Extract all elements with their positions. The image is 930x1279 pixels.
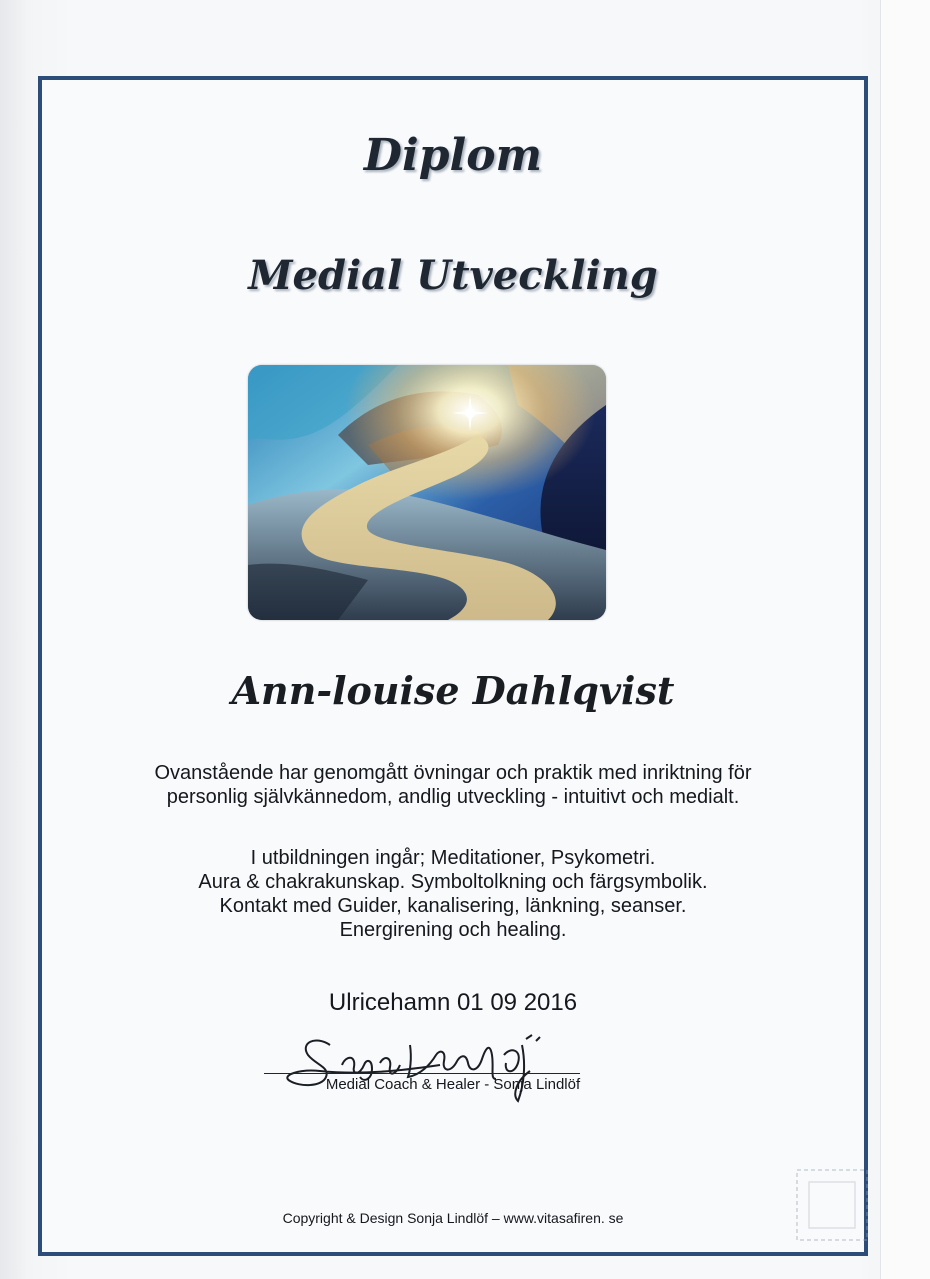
page-edge-shadow bbox=[0, 0, 28, 1279]
curriculum-line: Kontakt med Guider, kanalisering, länkning, seanser. bbox=[219, 895, 687, 917]
copyright-footer: Copyright & Design Sonja Lindlöf – www.vitasafiren. se bbox=[282, 1210, 624, 1226]
description-line: Ovanstående har genomgått övningar och praktik med inriktning för bbox=[154, 762, 752, 784]
underlying-sheet-edge bbox=[880, 0, 930, 1279]
curriculum-line: Energirening och healing. bbox=[339, 919, 567, 941]
curriculum-paragraph bbox=[42, 846, 864, 942]
description-line: personlig självkännedom, andlig utveckling - intuitivt och medialt. bbox=[166, 786, 740, 808]
handwritten-signature bbox=[260, 1025, 560, 1105]
curriculum-line: Aura & chakrakunskap. Symboltolkning och färgsymbolik. bbox=[198, 871, 708, 893]
description-paragraph bbox=[42, 761, 864, 809]
faint-stamp-mark bbox=[787, 1160, 877, 1250]
illustration-image bbox=[248, 365, 606, 620]
certificate-frame bbox=[38, 76, 868, 1256]
signature-role: Medial Coach & Healer - Sonja Lindlöf bbox=[325, 1076, 581, 1093]
spiritual-path-illustration bbox=[248, 365, 606, 620]
certificate-title: Diplom bbox=[363, 130, 543, 181]
curriculum-line: I utbildningen ingår; Meditationer, Psykometri. bbox=[250, 847, 656, 869]
recipient-name: Ann-louise Dahlqvist bbox=[231, 668, 675, 713]
place-and-date: Ulricehamn 01 09 2016 bbox=[328, 989, 578, 1016]
signature-line bbox=[264, 1073, 580, 1074]
course-title: Medial Utveckling bbox=[248, 252, 658, 299]
